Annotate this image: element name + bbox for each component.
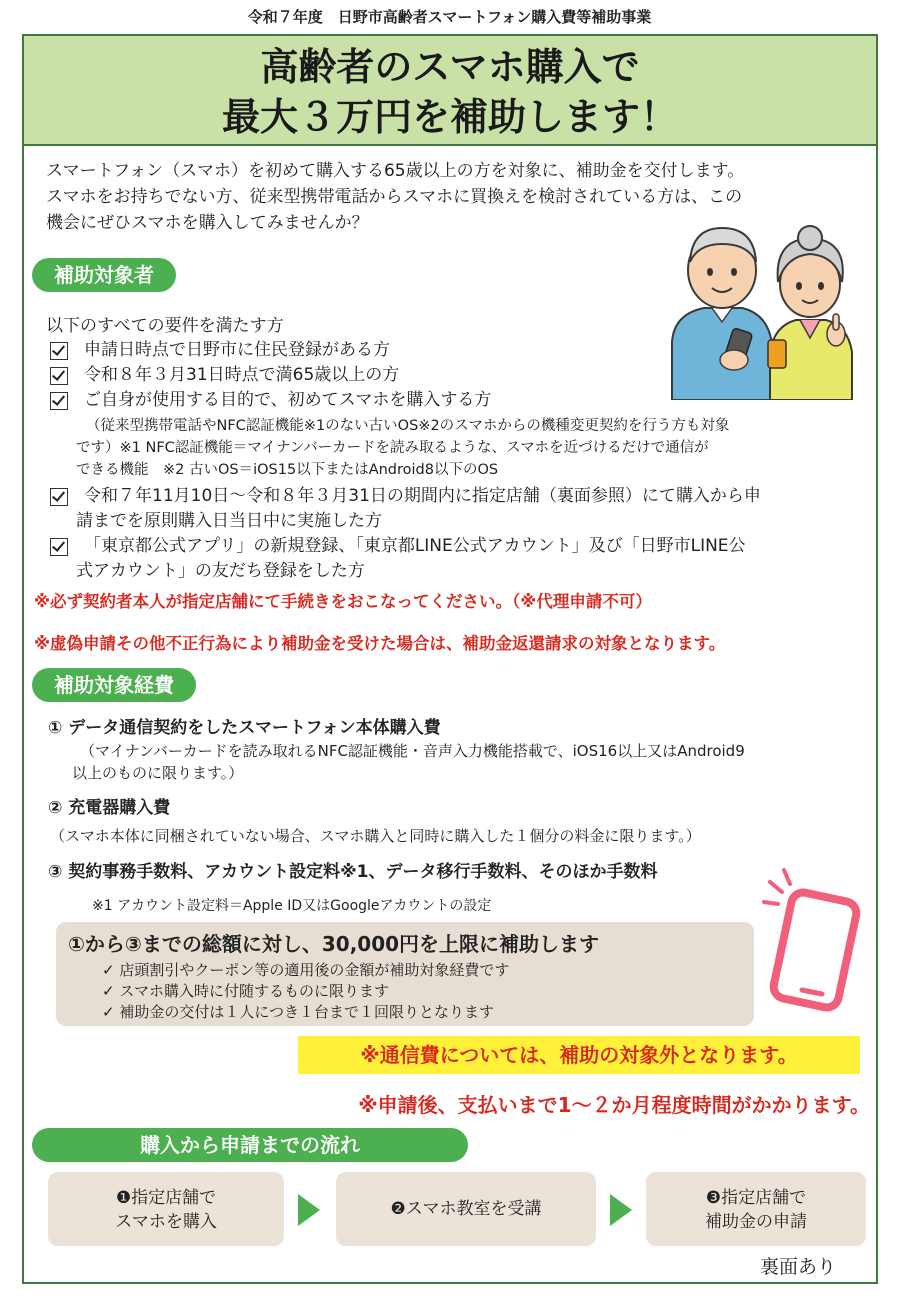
subsidy-summary-title: ①から③までの総額に対し、30,000円を上限に補助します: [68, 932, 600, 956]
flow-step-1-line1: ❶指定店舗で: [115, 1188, 217, 1208]
flow-step-1-line2: スマホを購入: [115, 1212, 217, 1232]
eligibility-note-line1: （従来型携帯電話やNFC認証機能※1のない古いOS※2のスマホからの機種変更契約を行う方も対象: [86, 418, 730, 434]
checkbox-icon: [50, 367, 68, 385]
comm-fee-note: ※通信費については、補助の対象外となります。: [360, 1043, 798, 1067]
fraud-warning: ※虚偽申請その他不正行為により補助金を受けた場合は、補助金返還請求の対象となります。: [34, 634, 726, 653]
expense-item-1: ① データ通信契約をしたスマートフォン本体購入費: [48, 718, 441, 738]
summary-point-3: ✓ 補助金の交付は１人につき１台まで１回限りとなります: [102, 1003, 495, 1021]
expense-item-3-note: ※1 アカウント設定料＝Apple ID又はGoogleアカウントの設定: [92, 898, 492, 914]
expense-item-1-note-line2: 以上のものに限ります。）: [72, 764, 244, 782]
eligibility-lead: 以下のすべての要件を満たす方: [46, 316, 284, 336]
flow-step-2: [336, 1172, 596, 1246]
eligibility-item-4-line2: 請までを原則購入日当日中に実施した方: [76, 511, 382, 531]
intro-line3: 機会にぜひスマホを購入してみませんか？: [46, 213, 369, 233]
proxy-warning: ※必ず契約者本人が指定店舗にて手続きをおこなってください。（※代理申請不可）: [34, 592, 652, 611]
expenses-heading: 補助対象経費: [32, 668, 196, 702]
eligibility-note-line2: です）※1 NFC認証機能＝マイナンバーカードを読み取るような、スマホを近づけるだけで通信が: [76, 440, 709, 456]
checkbox-icon: [50, 488, 68, 506]
eligibility-item-2: 令和８年３月31日時点で満65歳以上の方: [84, 365, 400, 385]
eligibility-item-1: 申請日時点で日野市に住民登録がある方: [84, 340, 390, 360]
eligibility-item-3: ご自身が使用する目的で、初めてスマホを購入する方: [84, 390, 492, 410]
checkbox-icon: [50, 342, 68, 360]
payment-time-note: ※申請後、支払いまで1～２か月程度時間がかかります。: [358, 1093, 870, 1117]
main-title-line2: 最大３万円を補助します！: [221, 95, 678, 139]
elderly-couple-illustration: [664, 222, 854, 400]
intro-line1: スマートフォン（スマホ）を初めて購入する65歳以上の方を対象に、補助金を交付します。: [46, 161, 745, 181]
flow-step-1: [48, 1172, 284, 1246]
flow-step-2-line1: ❷スマホ教室を受講: [390, 1199, 542, 1219]
summary-point-1: ✓ 店頭割引やクーポン等の適用後の金額が補助対象経費です: [102, 961, 510, 979]
flow-step-3: [646, 1172, 866, 1246]
arrow-right-icon: [298, 1194, 320, 1226]
expense-item-2-note: （スマホ本体に同梱されていない場合、スマホ購入と同時に購入した１個分の料金に限ります。）: [50, 827, 701, 845]
eligibility-heading: 補助対象者: [32, 258, 176, 292]
eligibility-item-5-line1: 「東京都公式アプリ」の新規登録、「東京都LINE公式アカウント」及び「日野市LINE公: [84, 536, 746, 556]
flow-heading: 購入から申請までの流れ: [32, 1128, 468, 1162]
summary-point-2: ✓ スマホ購入時に付随するものに限ります: [102, 982, 390, 1000]
main-title-line1: 高齢者のスマホ購入で: [260, 45, 640, 89]
arrow-right-icon: [610, 1194, 632, 1226]
expense-item-1-note-line1: （マイナンバーカードを読み取れるNFC認証機能・音声入力機能搭載で、iOS16以上又はAndroid9: [80, 742, 745, 760]
eligibility-note-line3: できる機能 ※2 古いOS＝iOS15以下またはAndroid8以下のOS: [76, 462, 499, 478]
checkbox-icon: [50, 538, 68, 556]
back-side-note: 裏面あり: [760, 1256, 837, 1278]
flow-step-3-line1: ❸指定店舗で: [705, 1188, 807, 1208]
expense-item-2: ② 充電器購入費: [48, 798, 171, 818]
flow-step-3-line2: 補助金の申請: [705, 1212, 807, 1232]
checkbox-icon: [50, 392, 68, 410]
intro-line2: スマホをお持ちでない方、従来型携帯電話からスマホに買換えを検討されている方は、この: [46, 187, 743, 207]
eligibility-item-5-line2: 式アカウント」の友だち登録をした方: [76, 561, 365, 581]
expense-item-3: ③ 契約事務手数料、アカウント設定料※1、データ移行手数料、そのほか手数料: [48, 862, 658, 882]
eligibility-item-4-line1: 令和７年11月10日～令和８年３月31日の期間内に指定店舗（裏面参照）にて購入から申: [84, 486, 761, 506]
program-name: 令和７年度 日野市高齢者スマートフォン購入費等補助事業: [247, 8, 652, 26]
smartphone-icon: [760, 862, 870, 1012]
